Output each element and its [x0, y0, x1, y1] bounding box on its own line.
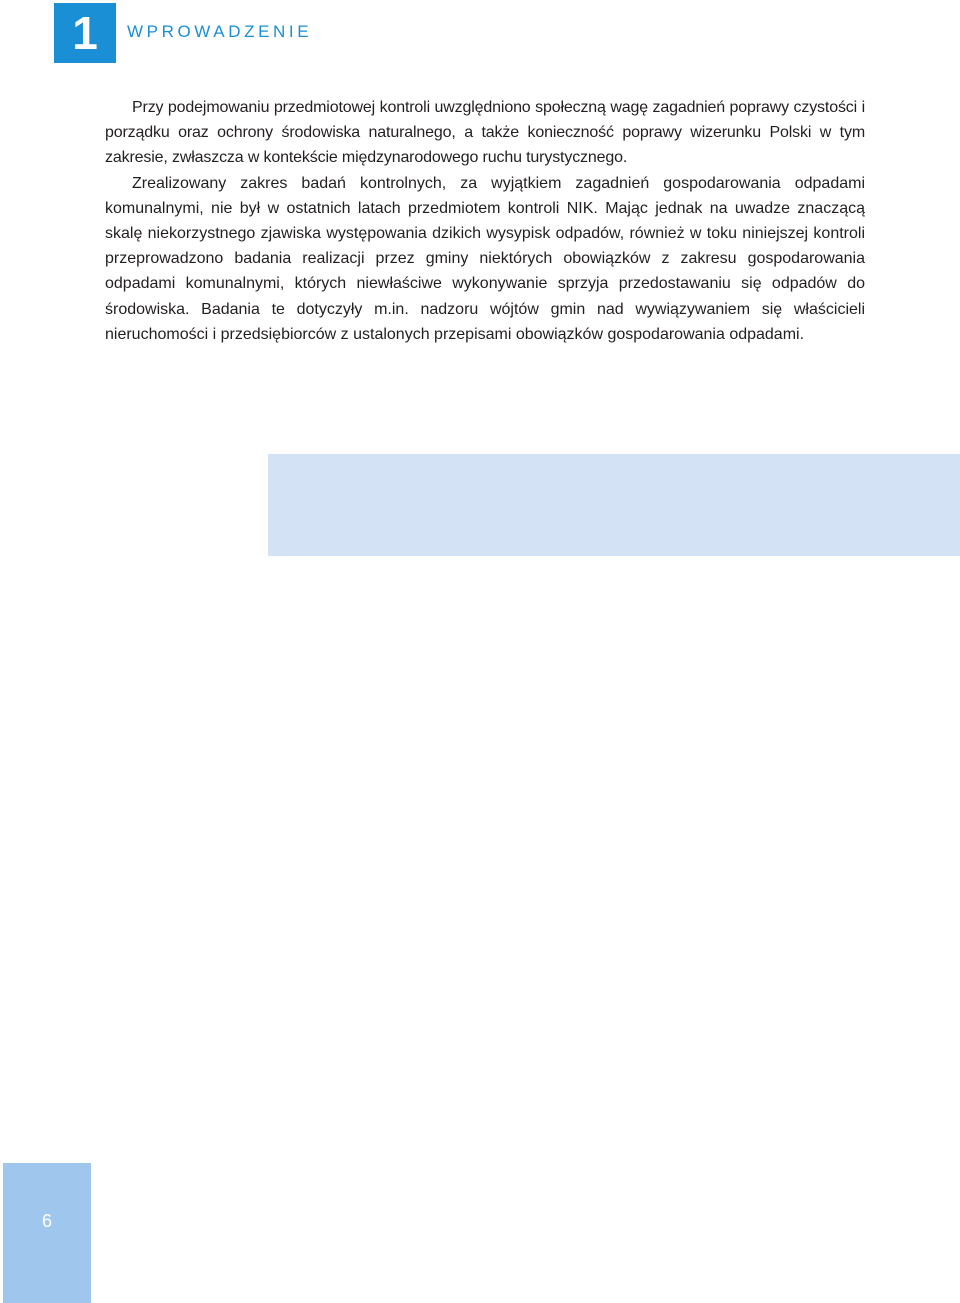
chapter-number: 1: [72, 7, 98, 59]
highlight-panel: [268, 454, 960, 556]
chapter-title: WPROWADZENIE: [127, 22, 313, 41]
paragraph-intro: Przy podejmowaniu przedmiotowej kontroli uwzględniono społeczną wagę zagadnień poprawy czystości i porządku oraz ochrony środowiska naturalnego, a także konieczność poprawy wizerunku Polski w tym zakresie, zwłaszcza w kontekście międzynarodowego ruchu turystycznego.: [105, 99, 865, 167]
chapter-number-badge: [54, 3, 116, 63]
page-number-tab: [3, 1163, 91, 1303]
page-number: 6: [41, 1211, 52, 1231]
body-text: [105, 95, 865, 347]
paragraph-scope: Zrealizowany zakres badań kontrolnych, za wyjątkiem zagadnień gospodarowania odpadami komunalnymi, nie był w ostatnich latach przedmiotem kontroli NIK. Mając jednak na uwadze znaczącą skalę niekorzystnego zjawiska występowania dzikich wysypisk odpadów, również w toku niniejszej kontroli przeprowadzono badania realizacji przez gminy niektórych obowiązków z zakresu gospodarowania odpadami komunalnymi, których niewłaściwe wykonywanie sprzyja przedostawaniu się odpadów do środowiska. Badania te dotyczyły m.in. nadzoru wójtów gmin nad wywiązywaniem się właścicieli nieruchomości i przedsiębiorców z ustalonych przepisami obowiązków gospodarowania odpadami.: [105, 174, 865, 343]
